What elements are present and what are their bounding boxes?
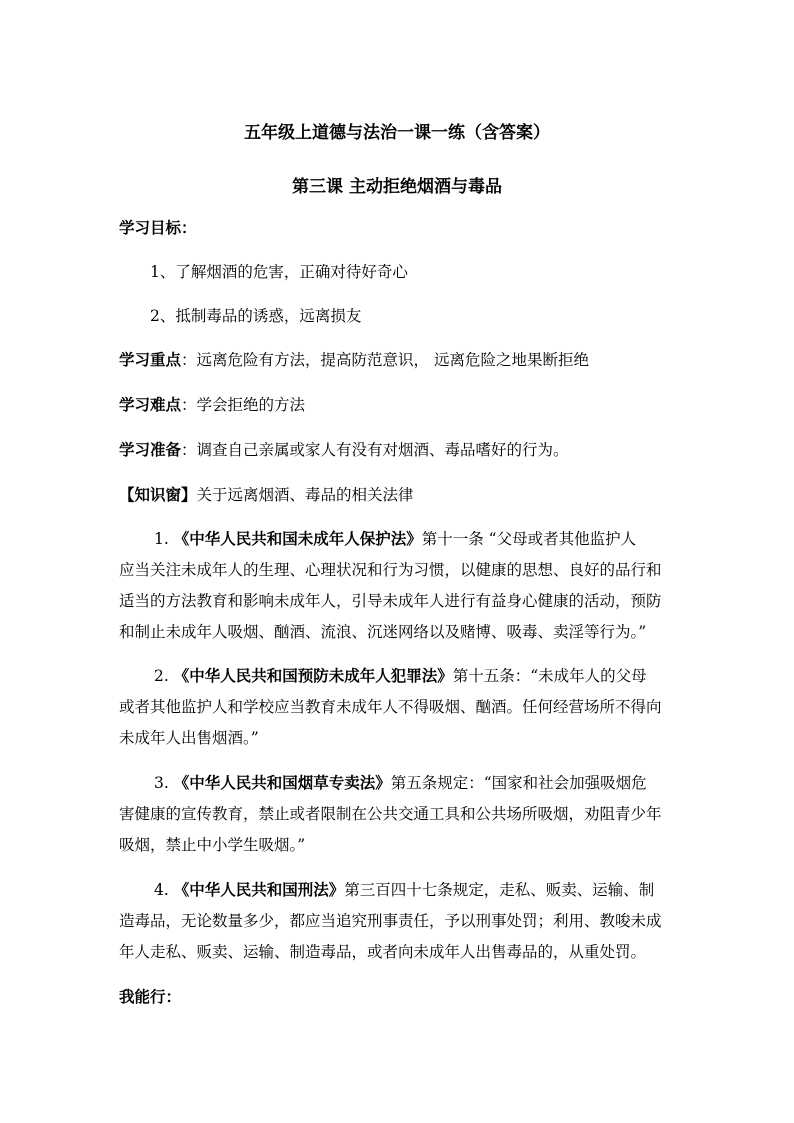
law-4-name: 《中华人民共和国刑法》 bbox=[173, 880, 345, 899]
law-2-line-3: 未成年人出售烟酒。” bbox=[119, 729, 259, 747]
law-1-name: 《中华人民共和国未成年人保护法》 bbox=[173, 529, 422, 548]
prep-text: ：调查自己亲属或家人有没有对烟酒、毒品嗜好的行为。 bbox=[181, 441, 569, 459]
knowledge-line bbox=[119, 485, 414, 505]
law-1-first-line bbox=[154, 529, 636, 549]
law-2-name: 《中华人民共和国预防未成年人犯罪法》 bbox=[173, 666, 453, 685]
law-1-line-3: 适当的方法教育和影响未成年人，引导未成年人进行有益身心健康的活动，预防 bbox=[119, 592, 662, 610]
law-3-first-line bbox=[154, 773, 647, 793]
goal-item-2: 2、抵制毒品的诱惑，远离损友 bbox=[150, 307, 362, 325]
difficulty-label: 学习难点 bbox=[119, 395, 182, 414]
law-4-line-1: 第三百四十七条规定，走私、贩卖、运输、制 bbox=[344, 881, 655, 899]
difficulty-text: ：学会拒绝的方法 bbox=[181, 396, 306, 414]
goals-label: 学习目标： bbox=[119, 218, 197, 237]
law-2-number: 2. bbox=[154, 667, 174, 685]
document-title: 五年级上道德与法治一课一练（含答案） bbox=[244, 123, 550, 143]
prep-label: 学习准备 bbox=[119, 440, 182, 459]
law-4-number: 4. bbox=[154, 881, 174, 899]
law-2-line-1: 第十五条：“未成年人的父母 bbox=[452, 667, 647, 685]
law-3-number: 3. bbox=[154, 774, 174, 792]
law-1-number: 1. bbox=[154, 530, 174, 548]
law-3-line-2: 害健康的宣传教育，禁止或者限制在公共交通工具和公共场所吸烟，劝阻青少年 bbox=[119, 805, 662, 823]
law-4-line-3: 年人走私、贩卖、运输、制造毒品，或者向未成年人出售毒品的，从重处罚。 bbox=[119, 943, 647, 961]
knowledge-label: 【知识窗】 bbox=[119, 485, 197, 504]
law-2-first-line bbox=[154, 666, 647, 686]
law-4-line-2: 造毒品，无论数量多少，都应当追究刑事责任，予以刑事处罚；利用、教唆未成 bbox=[119, 912, 662, 930]
lesson-title: 第三课 主动拒绝烟酒与毒品 bbox=[292, 177, 502, 197]
law-3-line-3: 吸烟，禁止中小学生吸烟。” bbox=[119, 836, 306, 854]
difficulty-line bbox=[119, 395, 305, 415]
i-can-heading: 我能行： bbox=[119, 987, 182, 1006]
knowledge-text: 关于远离烟酒、毒品的相关法律 bbox=[196, 486, 414, 504]
prep-line bbox=[119, 440, 569, 460]
law-1-line-4: 和制止未成年人吸烟、酗酒、流浪、沉迷网络以及赌博、吸毒、卖淫等行为。” bbox=[119, 623, 647, 641]
law-3-name: 《中华人民共和国烟草专卖法》 bbox=[173, 773, 391, 792]
law-1-line-2: 应当关注未成年人的生理、心理状况和行为习惯，以健康的思想、良好的品行和 bbox=[119, 561, 662, 579]
goal-item-1: 1、了解烟酒的危害，正确对待好奇心 bbox=[150, 263, 408, 281]
focus-text: ：远离危险有方法，提高防范意识， 远离危险之地果断拒绝 bbox=[181, 351, 589, 369]
law-4-first-line bbox=[154, 880, 654, 900]
law-2-line-2: 或者其他监护人和学校应当教育未成年人不得吸烟、酗酒。任何经营场所不得向 bbox=[119, 698, 662, 716]
law-3-line-1: 第五条规定：“国家和社会加强吸烟危 bbox=[390, 774, 647, 792]
focus-label: 学习重点 bbox=[119, 350, 182, 369]
focus-line bbox=[119, 350, 589, 370]
law-1-line-1: 第十一条 “父母或者其他监护人 bbox=[421, 530, 637, 548]
